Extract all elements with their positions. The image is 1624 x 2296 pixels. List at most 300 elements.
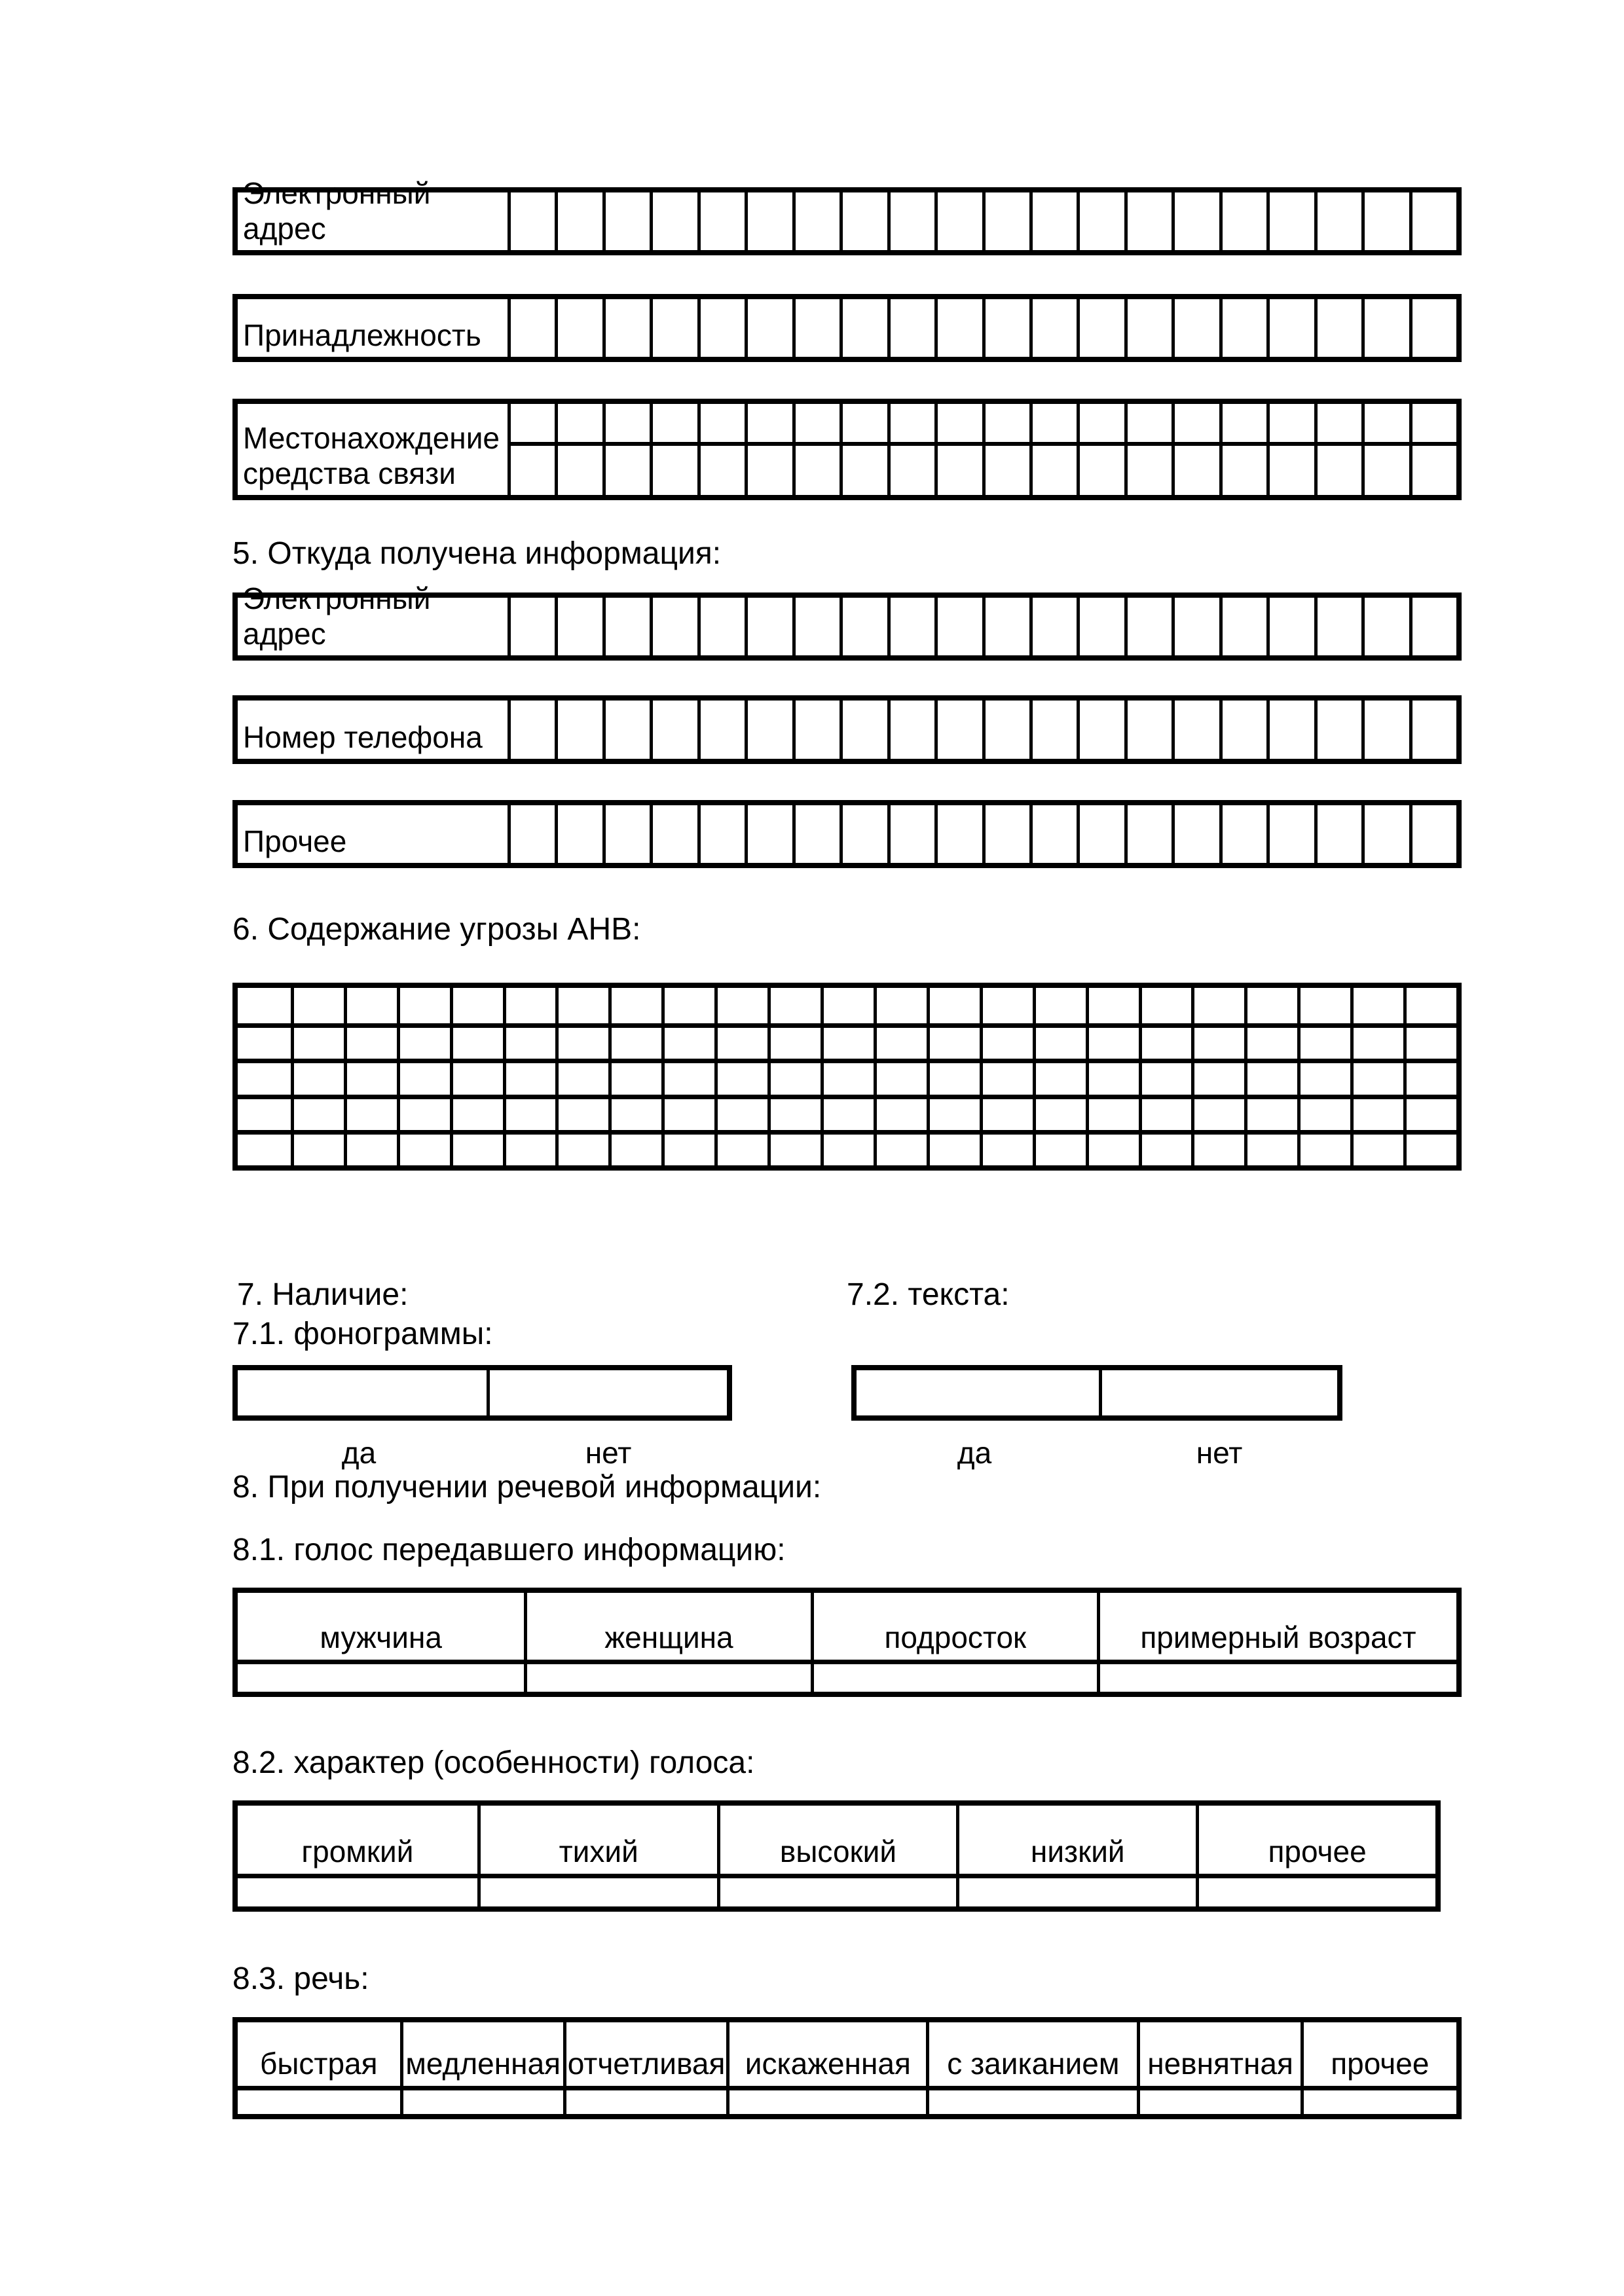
grid-cell [344,1059,397,1094]
char-cell [650,701,697,759]
grid-cell [767,1130,821,1165]
grid-cell [291,1095,344,1130]
grid-cell [1244,1095,1297,1130]
char-cell [697,404,745,442]
grid-cell [555,1095,608,1130]
char-cell [1219,598,1266,655]
char-cell [745,805,792,863]
grid-cell [1191,1095,1244,1130]
char-cell [1219,192,1266,250]
char-table-label: Электронный адрес [238,192,511,250]
grid-cell [874,1059,927,1094]
char-cell [840,805,887,863]
char-cell [650,805,697,863]
grid-cell [661,988,714,1023]
grid-cell [874,1130,927,1165]
grid-cell [238,988,291,1023]
header-cell-label: прочее [1331,2047,1430,2081]
char-cell [602,701,650,759]
grid-cell [608,1095,661,1130]
char-cell [887,446,934,495]
char-cell [697,446,745,495]
header-cell-label: искаженная [745,2047,911,2081]
char-cell [934,404,982,442]
grid-cell [344,1095,397,1130]
char-cell [1172,299,1219,357]
grid-cell [450,1023,503,1059]
option-table-header [238,1806,1435,1874]
char-cell [1409,805,1456,863]
grid-cell [238,1023,291,1059]
empty-cell [811,1664,1097,1692]
char-cell [934,446,982,495]
char-cell [792,192,840,250]
grid-cell [1139,1130,1192,1165]
grid-cell [661,1059,714,1094]
grid-cell [344,988,397,1023]
grid-cell [555,1023,608,1059]
grid-cell [1191,988,1244,1023]
empty-cell [238,1878,477,1906]
char-cell-row [511,404,1456,446]
empty-cell [926,2090,1137,2114]
grid-cell [1244,988,1297,1023]
char-cell [555,404,602,442]
grid-cell [450,1095,503,1130]
option-table-empty-row [238,1874,1435,1906]
header-cell [524,1593,810,1660]
char-cell [745,598,792,655]
char-cell [1361,701,1409,759]
section-7-1-title: 7.1. фонограммы: [232,1317,493,1351]
header-cell-label: быстрая [259,2047,378,2081]
no-cell [1102,1370,1337,1415]
section-8-title: 8. При получении речевой информации: [232,1470,822,1504]
char-cell [511,805,555,863]
char-cell [1124,192,1172,250]
grid-cell [1139,1095,1192,1130]
empty-cell [238,1664,524,1692]
grid-cell [608,1023,661,1059]
header-cell [563,2022,726,2086]
char-cell [1029,299,1077,357]
char-cell [1124,805,1172,863]
grid-cell [503,988,556,1023]
option-table-empty-row [238,2086,1456,2114]
grid-cell [980,1095,1033,1130]
grid-cell [661,1130,714,1165]
char-cells [511,598,1456,655]
char-cell [697,299,745,357]
char-cell [934,805,982,863]
header-cell [1137,2022,1300,2086]
char-cell [792,299,840,357]
grid-cell [1297,1095,1350,1130]
grid-cell [397,988,450,1023]
grid-cell [1297,1023,1350,1059]
char-cell [982,701,1029,759]
char-cell [792,701,840,759]
header-cell [477,1806,717,1874]
char-cell [1314,192,1361,250]
char-cell [697,805,745,863]
header-cell-label: громкий [301,1834,414,1868]
char-cell [745,701,792,759]
grid-cell [291,1059,344,1094]
char-cell [982,192,1029,250]
section-7-title: 7. Наличие: [237,1277,409,1312]
grid-cell [1244,1130,1297,1165]
char-cell [511,404,555,442]
char-table-label: Местонахождение средства связи [238,404,511,495]
char-cell [1029,404,1077,442]
char-cell [1077,805,1124,863]
grid-cell [927,1023,980,1059]
empty-cell [238,2090,400,2114]
header-cell-label: подросток [884,1620,1027,1654]
char-cell [1077,404,1124,442]
grid-cell [1086,1095,1139,1130]
char-cell [840,299,887,357]
char-table-phone-number [232,695,1462,764]
option-table-voice-character [232,1800,1441,1912]
grid-cell [1033,1023,1086,1059]
char-cell [934,598,982,655]
option-table-header [238,1593,1456,1660]
char-table-label: Прочее [238,805,511,863]
char-cell [1029,192,1077,250]
grid-cell [291,1130,344,1165]
char-cell [1124,446,1172,495]
char-cell-row [511,598,1456,655]
grid-cell [1033,1130,1086,1165]
grid-cell [927,1059,980,1094]
grid-cell [291,1023,344,1059]
char-cell [1077,446,1124,495]
header-cell [400,2022,563,2086]
char-cell [840,598,887,655]
char-cell [1077,299,1124,357]
grid-cell [1244,1023,1297,1059]
grid-cell [555,1059,608,1094]
char-cell [745,446,792,495]
empty-cell [524,1664,810,1692]
option-table-header [238,2022,1456,2086]
empty-cell [477,1878,717,1906]
char-cell [650,446,697,495]
grid-cell [397,1095,450,1130]
option-table-empty-row [238,1660,1456,1692]
char-cell [1361,404,1409,442]
grid-cell [503,1059,556,1094]
char-cell [934,701,982,759]
grid-cell [874,988,927,1023]
char-cell [1361,192,1409,250]
grid-cell [450,1059,503,1094]
header-cell-label: отчетливая [567,2047,726,2081]
char-cell [1219,701,1266,759]
grid-cell [503,1095,556,1130]
char-cell [934,192,982,250]
char-cell [982,446,1029,495]
grid-cell [821,1130,874,1165]
grid-cell [980,1023,1033,1059]
grid-cell [291,988,344,1023]
char-cell [1266,299,1314,357]
grid-cell [1403,1095,1456,1130]
header-cell [238,1806,477,1874]
yes-no-label: да [957,1436,992,1470]
grid-cell [821,988,874,1023]
char-cell [650,192,697,250]
char-cell [1409,404,1456,442]
char-cell [511,192,555,250]
grid-cell [1297,1130,1350,1165]
grid-cell [1033,1095,1086,1130]
section-8-2-title: 8.2. характер (особенности) голоса: [232,1745,755,1780]
char-cell [982,805,1029,863]
threat-content-grid [232,983,1462,1171]
char-table-email-address [232,581,1462,661]
grid-cell [714,1059,767,1094]
grid-cell [1086,1130,1139,1165]
char-cell [555,598,602,655]
char-cell [745,299,792,357]
char-cells [511,192,1456,250]
grid-cell [821,1023,874,1059]
char-cell [602,192,650,250]
char-cell [555,701,602,759]
char-cell [887,805,934,863]
char-cell [1409,701,1456,759]
header-cell-label: медленная [405,2047,561,2081]
header-cell [956,1806,1196,1874]
char-cell [1314,446,1361,495]
empty-cell [1301,2090,1456,2114]
char-cell [602,404,650,442]
char-cell [982,299,1029,357]
header-cell [238,1593,524,1660]
grid-cell [503,1023,556,1059]
header-cell [717,1806,957,1874]
char-cell-row [511,701,1456,759]
grid-cell [238,1095,291,1130]
char-cell [1124,404,1172,442]
empty-cell [400,2090,563,2114]
grid-cell [1403,988,1456,1023]
grid-cell [714,1023,767,1059]
header-cell [1301,2022,1456,2086]
char-cell [934,299,982,357]
grid-cell [1297,988,1350,1023]
no-cell [490,1370,727,1415]
yes-no-label: нет [585,1436,632,1470]
char-cell [1172,701,1219,759]
char-cell [1266,192,1314,250]
char-cell [511,446,555,495]
yes-no-label: нет [1196,1436,1243,1470]
yes-cell [857,1370,1102,1415]
grid-cell [238,1059,291,1094]
section-8-1-title: 8.1. голос передавшего информацию: [232,1533,786,1567]
grid-cell [927,1130,980,1165]
header-cell-label: примерный возраст [1140,1620,1416,1654]
header-cell-label: прочее [1268,1834,1367,1868]
text-yes-no-box [851,1365,1342,1421]
grid-cell [980,1130,1033,1165]
grid-cell [1139,1023,1192,1059]
char-cell [840,446,887,495]
grid-cell [1191,1059,1244,1094]
char-cell [1029,598,1077,655]
grid-cell [821,1059,874,1094]
grid-cell [1297,1059,1350,1094]
grid-cell [1086,988,1139,1023]
char-cell [1172,805,1219,863]
char-cell [745,404,792,442]
grid-cell [927,1095,980,1130]
grid-cell [661,1095,714,1130]
char-cell [602,805,650,863]
char-cell [1409,299,1456,357]
char-table-label: Электронный адрес [238,598,511,655]
char-cell [1266,805,1314,863]
char-cell [555,446,602,495]
char-cell [840,404,887,442]
empty-cell [1097,1664,1456,1692]
grid-cell [1139,988,1192,1023]
empty-cell [726,2090,926,2114]
char-cell [555,299,602,357]
char-cell [1124,299,1172,357]
option-table-voice [232,1588,1462,1697]
char-table-email-address-top [232,176,1462,255]
char-cell [650,598,697,655]
char-cell [697,598,745,655]
char-cell [792,805,840,863]
grid-cell [397,1059,450,1094]
grid-cell [821,1095,874,1130]
header-cell-label: высокий [779,1834,897,1868]
char-cell [1172,446,1219,495]
grid-cell [874,1095,927,1130]
section-5-title: 5. Откуда получена информация: [232,536,722,571]
grid-cell [344,1130,397,1165]
section-6-title: 6. Содержание угрозы АНВ: [232,912,641,947]
empty-cell [717,1878,957,1906]
char-cell [1219,446,1266,495]
char-cell [792,446,840,495]
grid-cell [1350,1059,1403,1094]
option-table-speech [232,2017,1462,2119]
char-cell [1361,299,1409,357]
grid-cell [714,988,767,1023]
grid-cell [1350,1095,1403,1130]
header-cell [811,1593,1097,1660]
header-cell [926,2022,1137,2086]
char-cell [1314,701,1361,759]
char-cell [1266,404,1314,442]
char-cell [511,701,555,759]
char-cell [602,446,650,495]
grid-cell [714,1130,767,1165]
grid-cell [397,1023,450,1059]
char-cell [1266,446,1314,495]
yes-cell [238,1370,490,1415]
empty-cell [1196,1878,1435,1906]
header-cell-label: женщина [604,1620,733,1654]
char-cell [887,192,934,250]
header-cell-label: тихий [559,1834,638,1868]
char-cell [1172,598,1219,655]
grid-cell [1033,988,1086,1023]
char-cell [1266,598,1314,655]
char-cell [602,299,650,357]
char-cell [1409,192,1456,250]
empty-cell [956,1878,1196,1906]
grid-cell [450,1130,503,1165]
grid-cell [874,1023,927,1059]
grid-cell [1350,1130,1403,1165]
grid-cell [767,1059,821,1094]
grid-cell [1086,1023,1139,1059]
grid-cell [1244,1059,1297,1094]
empty-cell [563,2090,726,2114]
char-cell [1219,404,1266,442]
grid-cell [238,1130,291,1165]
char-cell [982,404,1029,442]
char-cell [602,598,650,655]
grid-cell [608,1059,661,1094]
header-cell [1097,1593,1456,1660]
char-cell [745,192,792,250]
char-cell [1409,598,1456,655]
char-cell [697,192,745,250]
char-cell [1314,805,1361,863]
char-cell [1361,805,1409,863]
grid-cell [767,1095,821,1130]
grid-cell [555,1130,608,1165]
char-table-other [232,800,1462,868]
char-cell [1314,299,1361,357]
char-cell [511,598,555,655]
char-cell [511,299,555,357]
char-cells [511,805,1456,863]
grid-cell [714,1095,767,1130]
char-cell [697,701,745,759]
char-cell [1314,598,1361,655]
char-cell [887,701,934,759]
grid-cell [450,988,503,1023]
char-cell [887,299,934,357]
grid-cell [1350,988,1403,1023]
grid-cell [1086,1059,1139,1094]
char-cell-row [511,805,1456,863]
grid-cell [1191,1130,1244,1165]
char-cell [1077,598,1124,655]
grid-cell [1403,1130,1456,1165]
grid-cell [1033,1059,1086,1094]
char-cell [650,404,697,442]
grid-cell [767,988,821,1023]
header-cell-label: низкий [1030,1834,1125,1868]
header-cell [238,2022,400,2086]
char-cell-row [511,192,1456,250]
empty-cell [1137,2090,1300,2114]
char-cell [555,805,602,863]
char-cell [1409,446,1456,495]
header-cell [726,2022,926,2086]
